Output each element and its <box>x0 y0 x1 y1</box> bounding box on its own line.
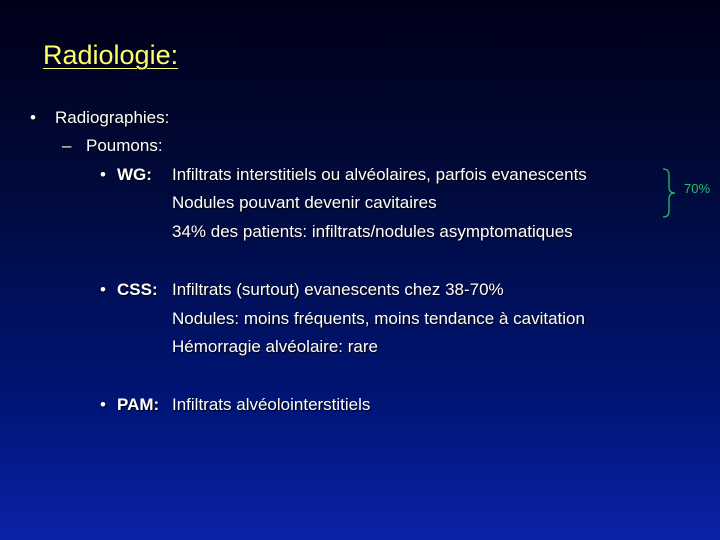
bullet-pam: • <box>100 395 106 414</box>
pam-label: PAM: <box>117 395 160 414</box>
dash-poumons: – <box>62 136 72 155</box>
wg-line-1: Infiltrats interstitiels ou alvéolaires, parfois evanescents <box>172 165 587 184</box>
slide-title: Radiologie: <box>43 40 179 70</box>
wg-label: WG: <box>117 165 152 184</box>
bullet-wg: • <box>100 165 106 184</box>
wg-line-2: Nodules pouvant devenir cavitaires <box>172 193 437 212</box>
pam-line-1: Infiltrats alvéolointerstitiels <box>172 395 371 414</box>
css-line-2: Nodules: moins fréquents, moins tendance à cavitation <box>172 309 585 328</box>
css-label: CSS: <box>117 280 158 299</box>
css-line-1: Infiltrats (surtout) evanescents chez 38-70% <box>172 280 504 299</box>
heading-radiographies: Radiographies: <box>55 108 170 127</box>
curly-brace-icon <box>661 167 683 219</box>
brace-annotation: 70% <box>684 181 711 196</box>
wg-line-3: 34% des patients: infiltrats/nodules asymptomatiques <box>172 222 573 241</box>
bullet-radiographies: • <box>30 108 36 127</box>
bullet-css: • <box>100 280 106 299</box>
css-line-3: Hémorragie alvéolaire: rare <box>172 337 378 356</box>
heading-poumons: Poumons: <box>86 136 163 155</box>
